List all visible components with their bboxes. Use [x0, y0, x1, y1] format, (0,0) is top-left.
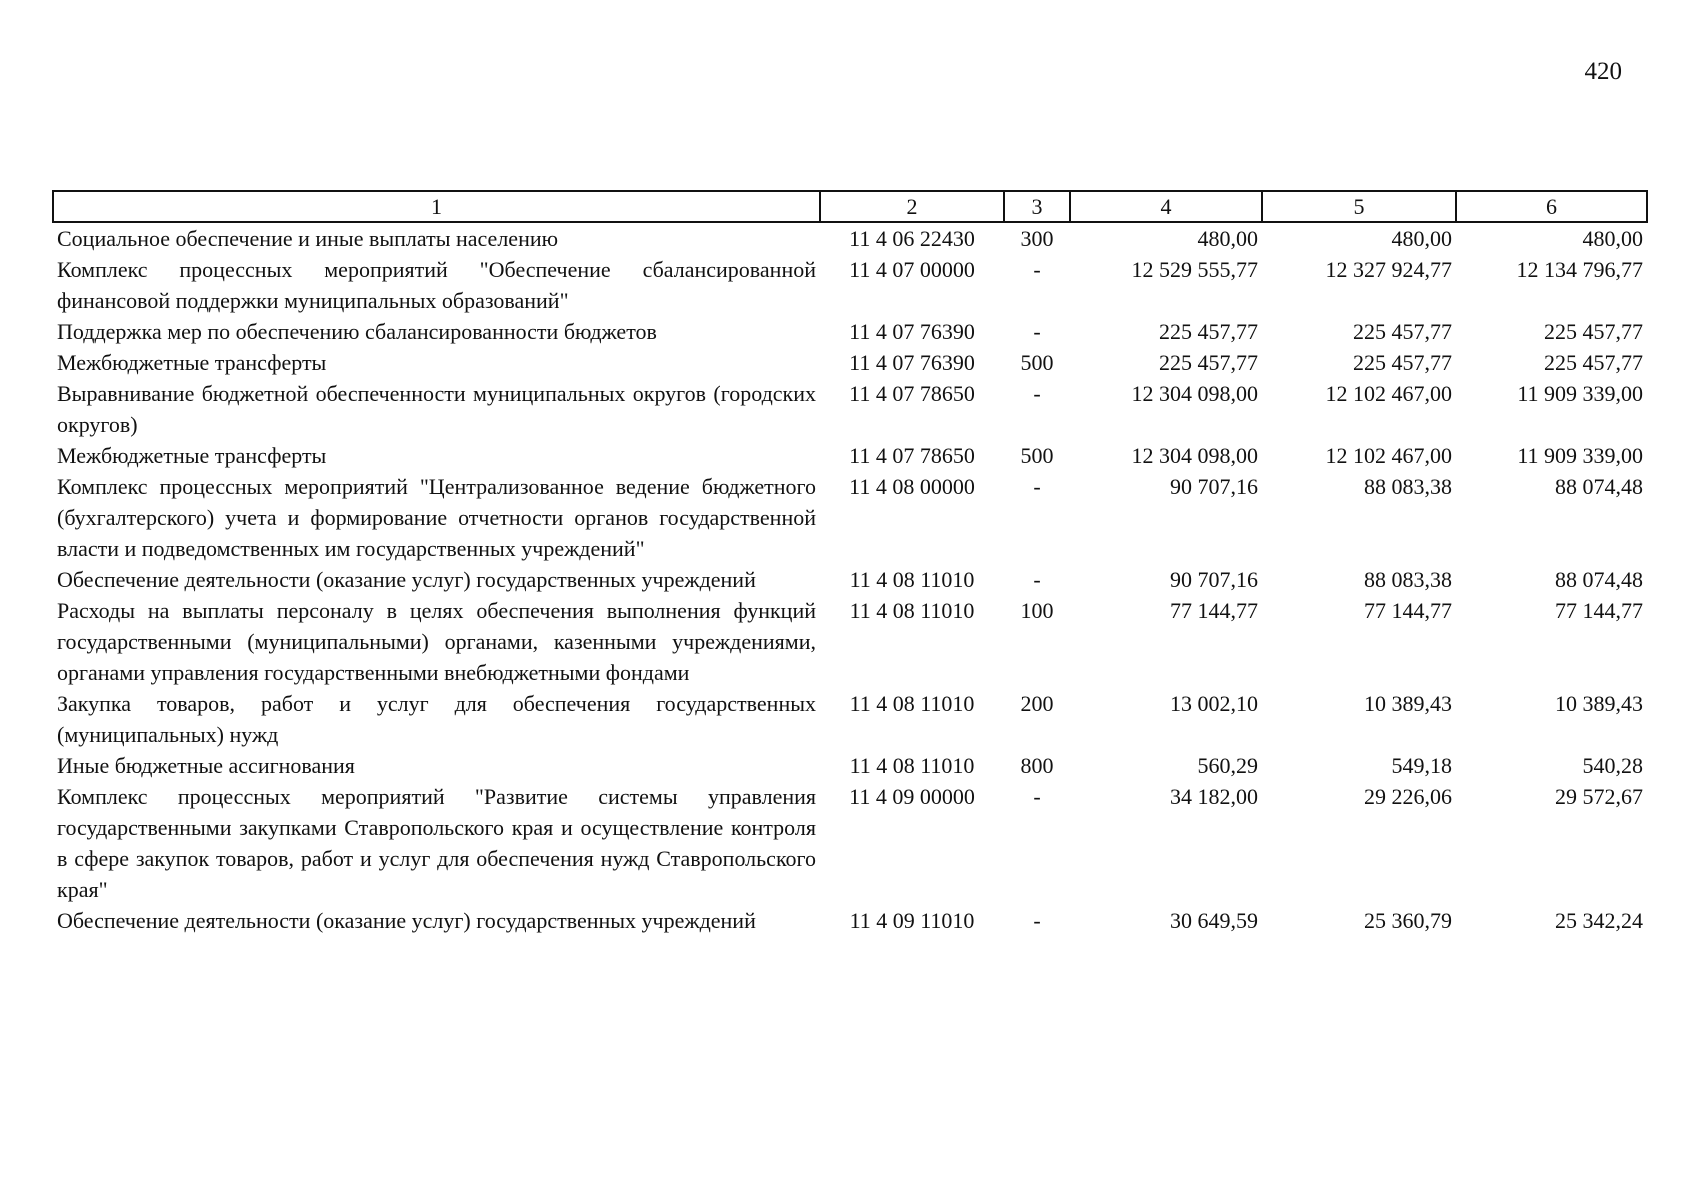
table-row [53, 378, 1647, 440]
row-expense-type: 300 [1020, 226, 1054, 251]
column-header-2: 2 [820, 191, 1004, 222]
row-expense-type: 800 [1020, 753, 1054, 778]
row-name: Выравнивание бюджетной обеспеченности муниципальных округов (городских округов) [57, 381, 816, 437]
row-name: Комплекс процессных мероприятий "Обеспечение сбалансированной финансовой поддержки муниципальных образований" [57, 257, 816, 313]
table-row [53, 781, 1647, 905]
table-row [53, 254, 1647, 316]
table-row [53, 316, 1647, 347]
row-expense-type: 200 [1020, 691, 1054, 716]
table-row [53, 440, 1647, 471]
row-value-6: 225 457,77 [1544, 350, 1643, 375]
row-value-6: 12 134 796,77 [1516, 257, 1643, 282]
row-value-6: 88 074,48 [1555, 567, 1643, 592]
row-value-5: 88 083,38 [1364, 474, 1452, 499]
column-header-5: 5 [1262, 191, 1456, 222]
row-value-5: 12 327 924,77 [1325, 257, 1452, 282]
table-row [53, 564, 1647, 595]
row-value-4: 560,29 [1197, 753, 1258, 778]
table-row [53, 471, 1647, 564]
row-code: 11 4 08 00000 [849, 474, 975, 499]
table-row [53, 750, 1647, 781]
row-value-4: 30 649,59 [1170, 908, 1258, 933]
header-row [53, 191, 1647, 222]
row-name: Расходы на выплаты персоналу в целях обеспечения выполнения функций государственными (муниципальными) органами, казенными учреждениями, органами управления государственными внебюджетными фондами [57, 598, 816, 685]
row-expense-type: - [1033, 257, 1041, 282]
row-expense-type: - [1033, 908, 1041, 933]
row-code: 11 4 07 78650 [849, 443, 975, 468]
table-row [53, 688, 1647, 750]
row-value-5: 225 457,77 [1353, 319, 1452, 344]
table-row [53, 347, 1647, 378]
row-name: Межбюджетные трансферты [57, 443, 327, 468]
row-value-4: 90 707,16 [1170, 567, 1258, 592]
row-code: 11 4 07 76390 [849, 319, 975, 344]
row-name: Обеспечение деятельности (оказание услуг) государственных учреждений [57, 567, 756, 592]
row-name: Межбюджетные трансферты [57, 350, 327, 375]
row-code: 11 4 06 22430 [849, 226, 975, 251]
row-value-6: 11 909 339,00 [1517, 443, 1643, 468]
row-expense-type: - [1033, 567, 1041, 592]
row-value-6: 88 074,48 [1555, 474, 1643, 499]
row-expense-type: - [1033, 381, 1041, 406]
row-value-6: 540,28 [1582, 753, 1643, 778]
row-code: 11 4 07 78650 [849, 381, 975, 406]
row-name: Комплекс процессных мероприятий "Развитие системы управления государственными закупками Ставропольского края и осуществление контроля в сфере закупок товаров, работ и услуг для обеспечения нужд Ставропольского края" [57, 784, 816, 902]
row-value-6: 480,00 [1582, 226, 1643, 251]
row-value-5: 549,18 [1391, 753, 1452, 778]
row-code: 11 4 09 11010 [849, 908, 975, 933]
row-value-4: 480,00 [1197, 226, 1258, 251]
row-expense-type: 500 [1020, 350, 1054, 375]
row-value-6: 225 457,77 [1544, 319, 1643, 344]
row-name: Социальное обеспечение и иные выплаты населению [57, 226, 559, 251]
row-value-4: 12 304 098,00 [1131, 443, 1258, 468]
row-value-4: 34 182,00 [1170, 784, 1258, 809]
row-value-5: 29 226,06 [1364, 784, 1452, 809]
row-code: 11 4 08 11010 [849, 753, 975, 778]
row-name: Комплекс процессных мероприятий "Централизованное ведение бюджетного (бухгалтерского) учета и формирование отчетности органов государственной власти и подведомственных им государственных учреждений" [57, 474, 816, 561]
row-value-5: 225 457,77 [1353, 350, 1452, 375]
row-value-5: 10 389,43 [1364, 691, 1452, 716]
column-header-1: 1 [53, 191, 820, 222]
table-row [53, 595, 1647, 688]
row-name: Закупка товаров, работ и услуг для обеспечения государственных (муниципальных) нужд [57, 691, 816, 747]
page-number: 420 [1584, 58, 1622, 85]
row-name: Поддержка мер по обеспечению сбалансированности бюджетов [57, 319, 657, 344]
row-value-5: 77 144,77 [1364, 598, 1452, 623]
row-value-6: 11 909 339,00 [1517, 381, 1643, 406]
row-code: 11 4 08 11010 [849, 567, 975, 592]
row-value-4: 77 144,77 [1170, 598, 1258, 623]
row-value-4: 225 457,77 [1159, 350, 1258, 375]
row-value-5: 88 083,38 [1364, 567, 1452, 592]
row-code: 11 4 07 00000 [849, 257, 975, 282]
row-value-6: 10 389,43 [1555, 691, 1643, 716]
row-code: 11 4 07 76390 [849, 350, 975, 375]
column-header-6: 6 [1456, 191, 1647, 222]
row-value-4: 13 002,10 [1170, 691, 1258, 716]
row-name: Иные бюджетные ассигнования [57, 753, 355, 778]
row-value-5: 25 360,79 [1364, 908, 1452, 933]
row-value-4: 12 304 098,00 [1131, 381, 1258, 406]
row-code: 11 4 08 11010 [849, 598, 975, 623]
row-value-6: 25 342,24 [1555, 908, 1643, 933]
column-header-4: 4 [1070, 191, 1262, 222]
row-value-4: 12 529 555,77 [1131, 257, 1258, 282]
budget-table [52, 190, 1648, 936]
row-expense-type: 100 [1020, 598, 1054, 623]
table-row [53, 222, 1647, 254]
row-value-6: 77 144,77 [1555, 598, 1643, 623]
row-value-5: 480,00 [1391, 226, 1452, 251]
column-header-3: 3 [1004, 191, 1070, 222]
row-value-5: 12 102 467,00 [1325, 443, 1452, 468]
row-value-4: 225 457,77 [1159, 319, 1258, 344]
row-expense-type: 500 [1020, 443, 1054, 468]
row-value-6: 29 572,67 [1555, 784, 1643, 809]
row-name: Обеспечение деятельности (оказание услуг) государственных учреждений [57, 908, 756, 933]
row-value-5: 12 102 467,00 [1325, 381, 1452, 406]
table-row [53, 905, 1647, 936]
row-expense-type: - [1033, 784, 1041, 809]
row-expense-type: - [1033, 319, 1041, 344]
row-code: 11 4 08 11010 [849, 691, 975, 716]
row-value-4: 90 707,16 [1170, 474, 1258, 499]
row-code: 11 4 09 00000 [849, 784, 975, 809]
row-expense-type: - [1033, 474, 1041, 499]
